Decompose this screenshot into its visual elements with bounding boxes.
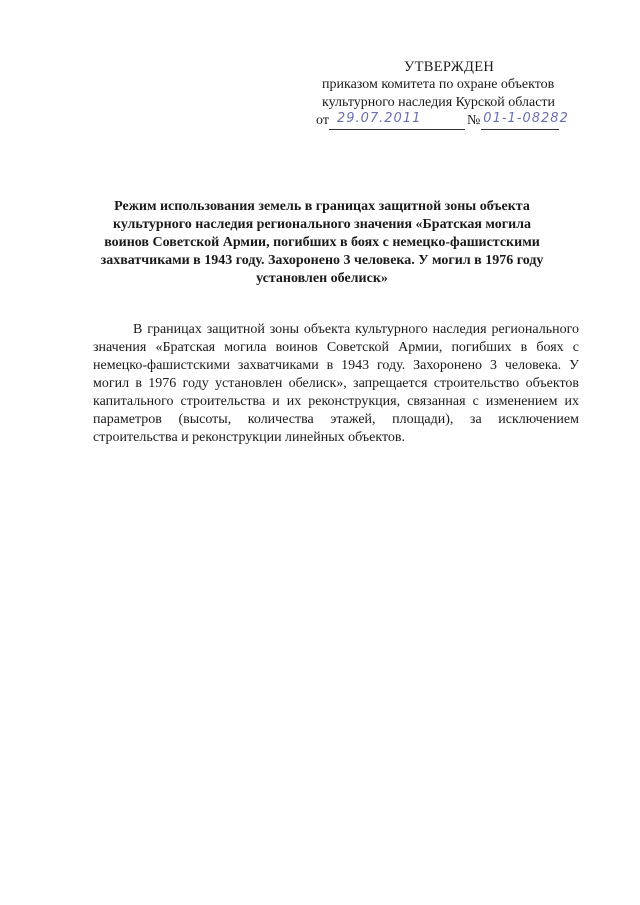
approval-authority-line: культурного наследия Курской области	[322, 95, 556, 110]
date-field	[329, 112, 465, 130]
approved-heading: УТВЕРЖДЕН	[404, 59, 495, 75]
approval-block	[300, 58, 600, 132]
approval-order-line: приказом комитета по охране объектов	[322, 77, 555, 92]
from-label: от	[316, 113, 329, 128]
number-label: №	[466, 113, 481, 128]
document-title: Режим использования земель в границах защитной зоны объекта культурного наследия регионального значения «Братская могила воинов Советской Армии, погибших в боях с немецко-фашистскими захватчиками в 1943 году. Захоронено 3 человека. У могил в 1976 году установлен обелиск»	[100, 199, 544, 286]
handwritten-number: 01-1-08282	[483, 111, 569, 126]
approval-date-number-line	[316, 112, 600, 132]
body-paragraph: В границах защитной зоны объекта культурного наследия регионального значения «Братская могила воинов Советской Армии, погибших в боях с немецко-фашистскими захватчиками в 1943 году. Захоронено 3 человека. У могил в 1976 году установлен обелиск», запрещается строительство объектов капитального строительства и их реконструкция, связанная с изменением их параметров (высоты, количества этажей, площади), за исключением строительства и реконструкции линейных объектов.	[93, 322, 579, 445]
handwritten-date: 29.07.2011	[336, 111, 422, 126]
number-field	[481, 111, 569, 130]
